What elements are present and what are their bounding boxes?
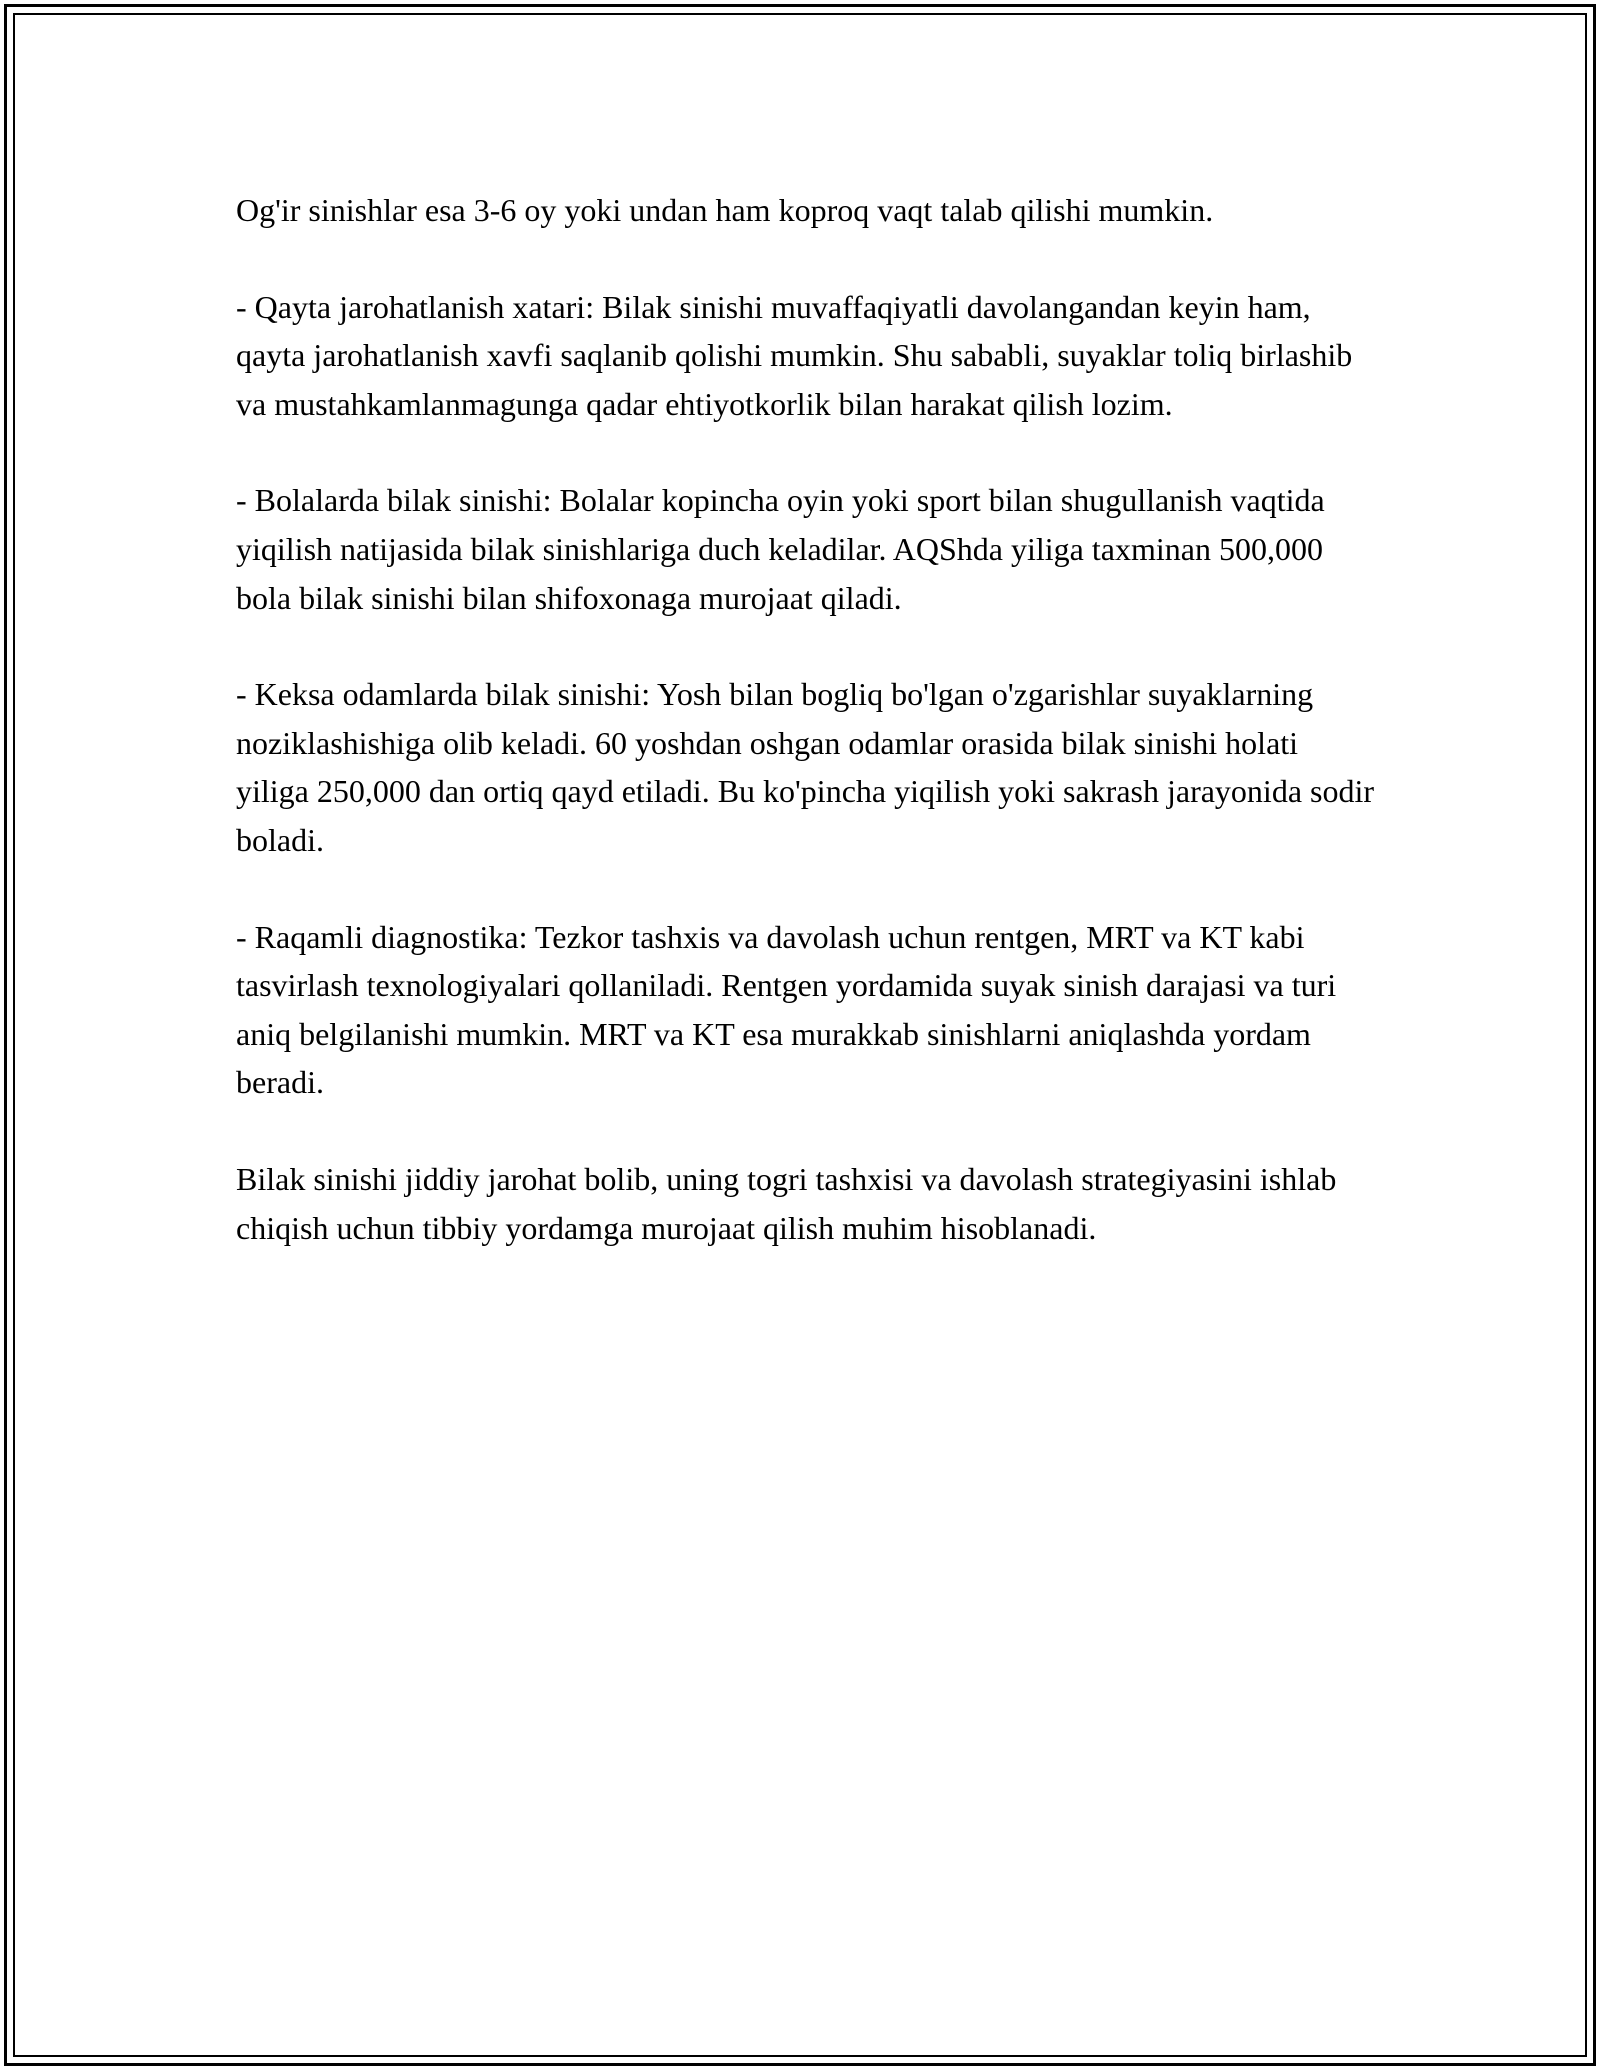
paragraph-elderly-fractures: - Keksa odamlarda bilak sinishi: Yosh bilan bogliq bo'lgan o'zgarishlar suyaklarning noziklashishiga olib keladi. 60 yoshdan oshgan odamlar orasida bilak sinishi holati yiliga 250,000 dan ortiq qayd etiladi. Bu ko'pincha yiqilish yoki sakrash jarayonida sodir boladi. [236,676,1375,858]
paragraph-digital-diagnostics: - Raqamli diagnostika: Tezkor tashxis va davolash uchun rentgen, MRT va KT kabi tasvirlash texnologiyalari qollaniladi. Rentgen yordamida suyak sinish darajasi va turi aniq belgilanishi mumkin. MRT va KT esa murakkab sinishlarni aniqlashda yordam beradi. [236,918,1337,1101]
paragraph-reinjury-risk: - Qayta jarohatlanish xatari: Bilak sinishi muvaffaqiyatli davolangandan keyin ham, qayta jarohatlanish xavfi saqlanib qolishi mumkin. Shu sababli, suyaklar toliq birlashib va mustahkamlanmagunga qadar ehtiyotkorlik bilan harakat qilish lozim. [236,288,1353,422]
paragraph-conclusion: Bilak sinishi jiddiy jarohat bolib, uning togri tashxisi va davolash strategiyasini ishlab chiqish uchun tibbiy yordamga murojaat qilish muhim hisoblanadi. [236,1160,1337,1246]
document-body [236,186,1376,1300]
paragraph-recovery-time: Og'ir sinishlar esa 3-6 oy yoki undan ham koproq vaqt talab qilishi mumkin. [236,192,1214,228]
paragraph-children-fractures: - Bolalarda bilak sinishi: Bolalar kopincha oyin yoki sport bilan shugullanish vaqtida yiqilish natijasida bilak sinishlariga duch keladilar. AQShda yiliga taxminan 500,000 bola bilak sinishi bilan shifoxonaga murojaat qiladi. [236,482,1325,616]
